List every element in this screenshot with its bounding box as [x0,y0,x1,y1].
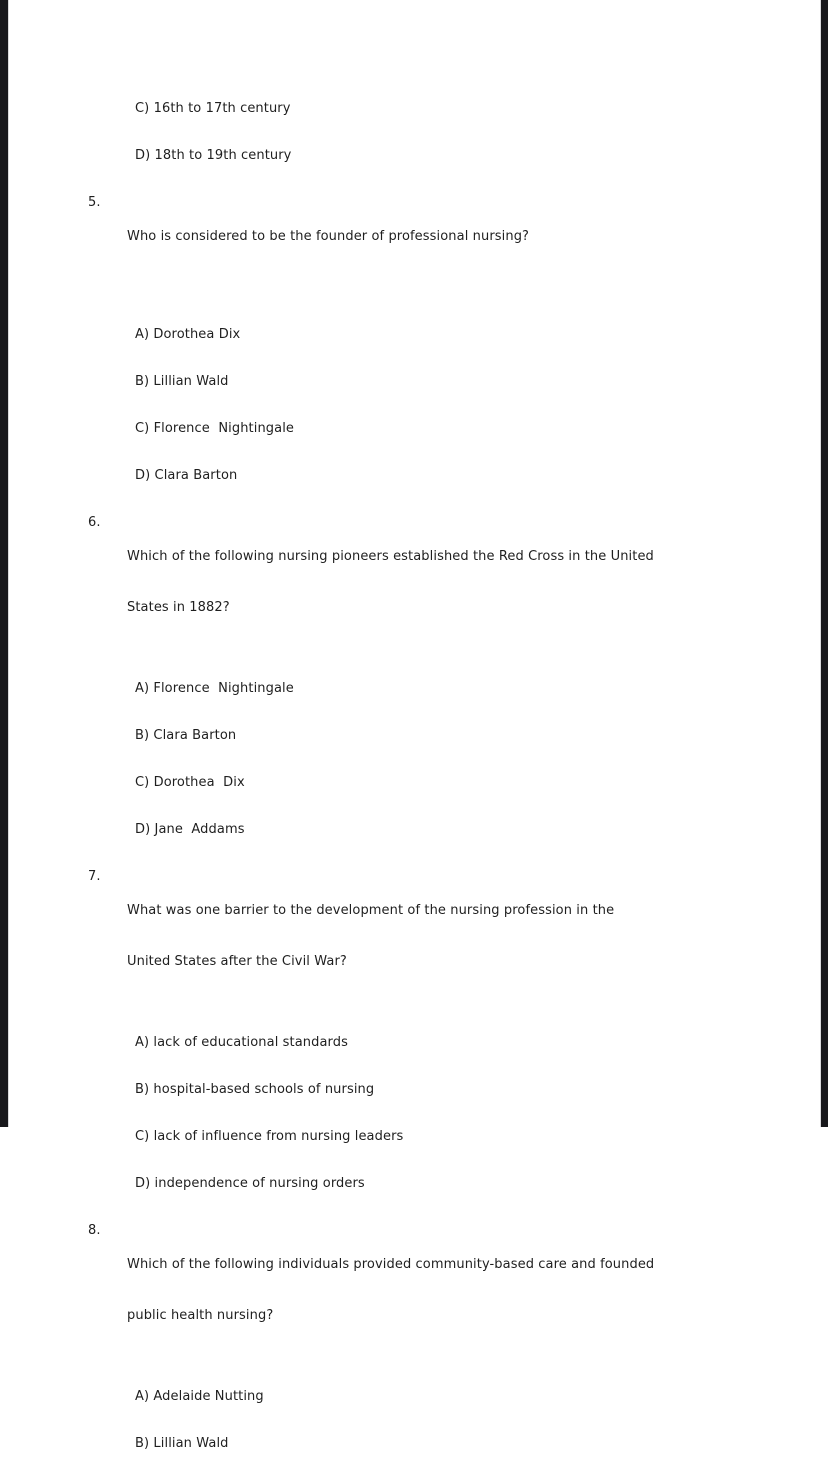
page-edge-bar-right [820,0,828,1127]
answer-option: C) Florence Nightingale [135,421,295,436]
question-text [127,1222,654,1358]
question-text-line: States in 1882? [127,600,230,615]
answer-option: A) lack of educational standards [135,1035,348,1050]
answer-option: B) hospital-based schools of nursing [135,1082,375,1097]
question-number: 5. [88,195,101,210]
answer-option: D) independence of nursing orders [135,1176,365,1191]
answer-option: C) 16th to 17th century [135,101,291,116]
question [0,194,828,296]
question-text [127,194,529,296]
answer-option: A) Dorothea Dix [135,327,241,342]
question-number: 7. [88,869,101,884]
answer-option: C) lack of influence from nursing leaders [135,1129,404,1144]
question [0,1222,828,1358]
answer-option: D) 18th to 19th century [135,148,292,163]
question-text-line: United States after the Civil War? [127,954,347,969]
question-text-line: Which of the following individuals provided community-based care and founded [127,1257,655,1272]
page-edge-bar-left [0,0,9,1127]
question [0,868,828,1004]
answer-option: D) Clara Barton [135,468,238,483]
question-text-line: Which of the following nursing pioneers established the Red Cross in the United [127,549,654,564]
answer-option: D) Jane Addams [135,822,245,837]
answer-option: A) Adelaide Nutting [135,1389,264,1404]
answer-option: A) Florence Nightingale [135,681,294,696]
answer-option: B) Lillian Wald [135,1436,229,1451]
question-number: 8. [88,1223,101,1238]
question-text-line: What was one barrier to the development of the nursing profession in the [127,903,615,918]
answer-option: C) Dorothea Dix [135,775,245,790]
question-text-line: Who is considered to be the founder of professional nursing? [127,229,530,244]
question-text [127,514,654,650]
answer-option: B) Clara Barton [135,728,237,743]
question [0,514,828,650]
question-text [127,868,614,1004]
question-number: 6. [88,515,101,530]
answer-option: B) Lillian Wald [135,374,229,389]
question-text-line: public health nursing? [127,1308,274,1323]
